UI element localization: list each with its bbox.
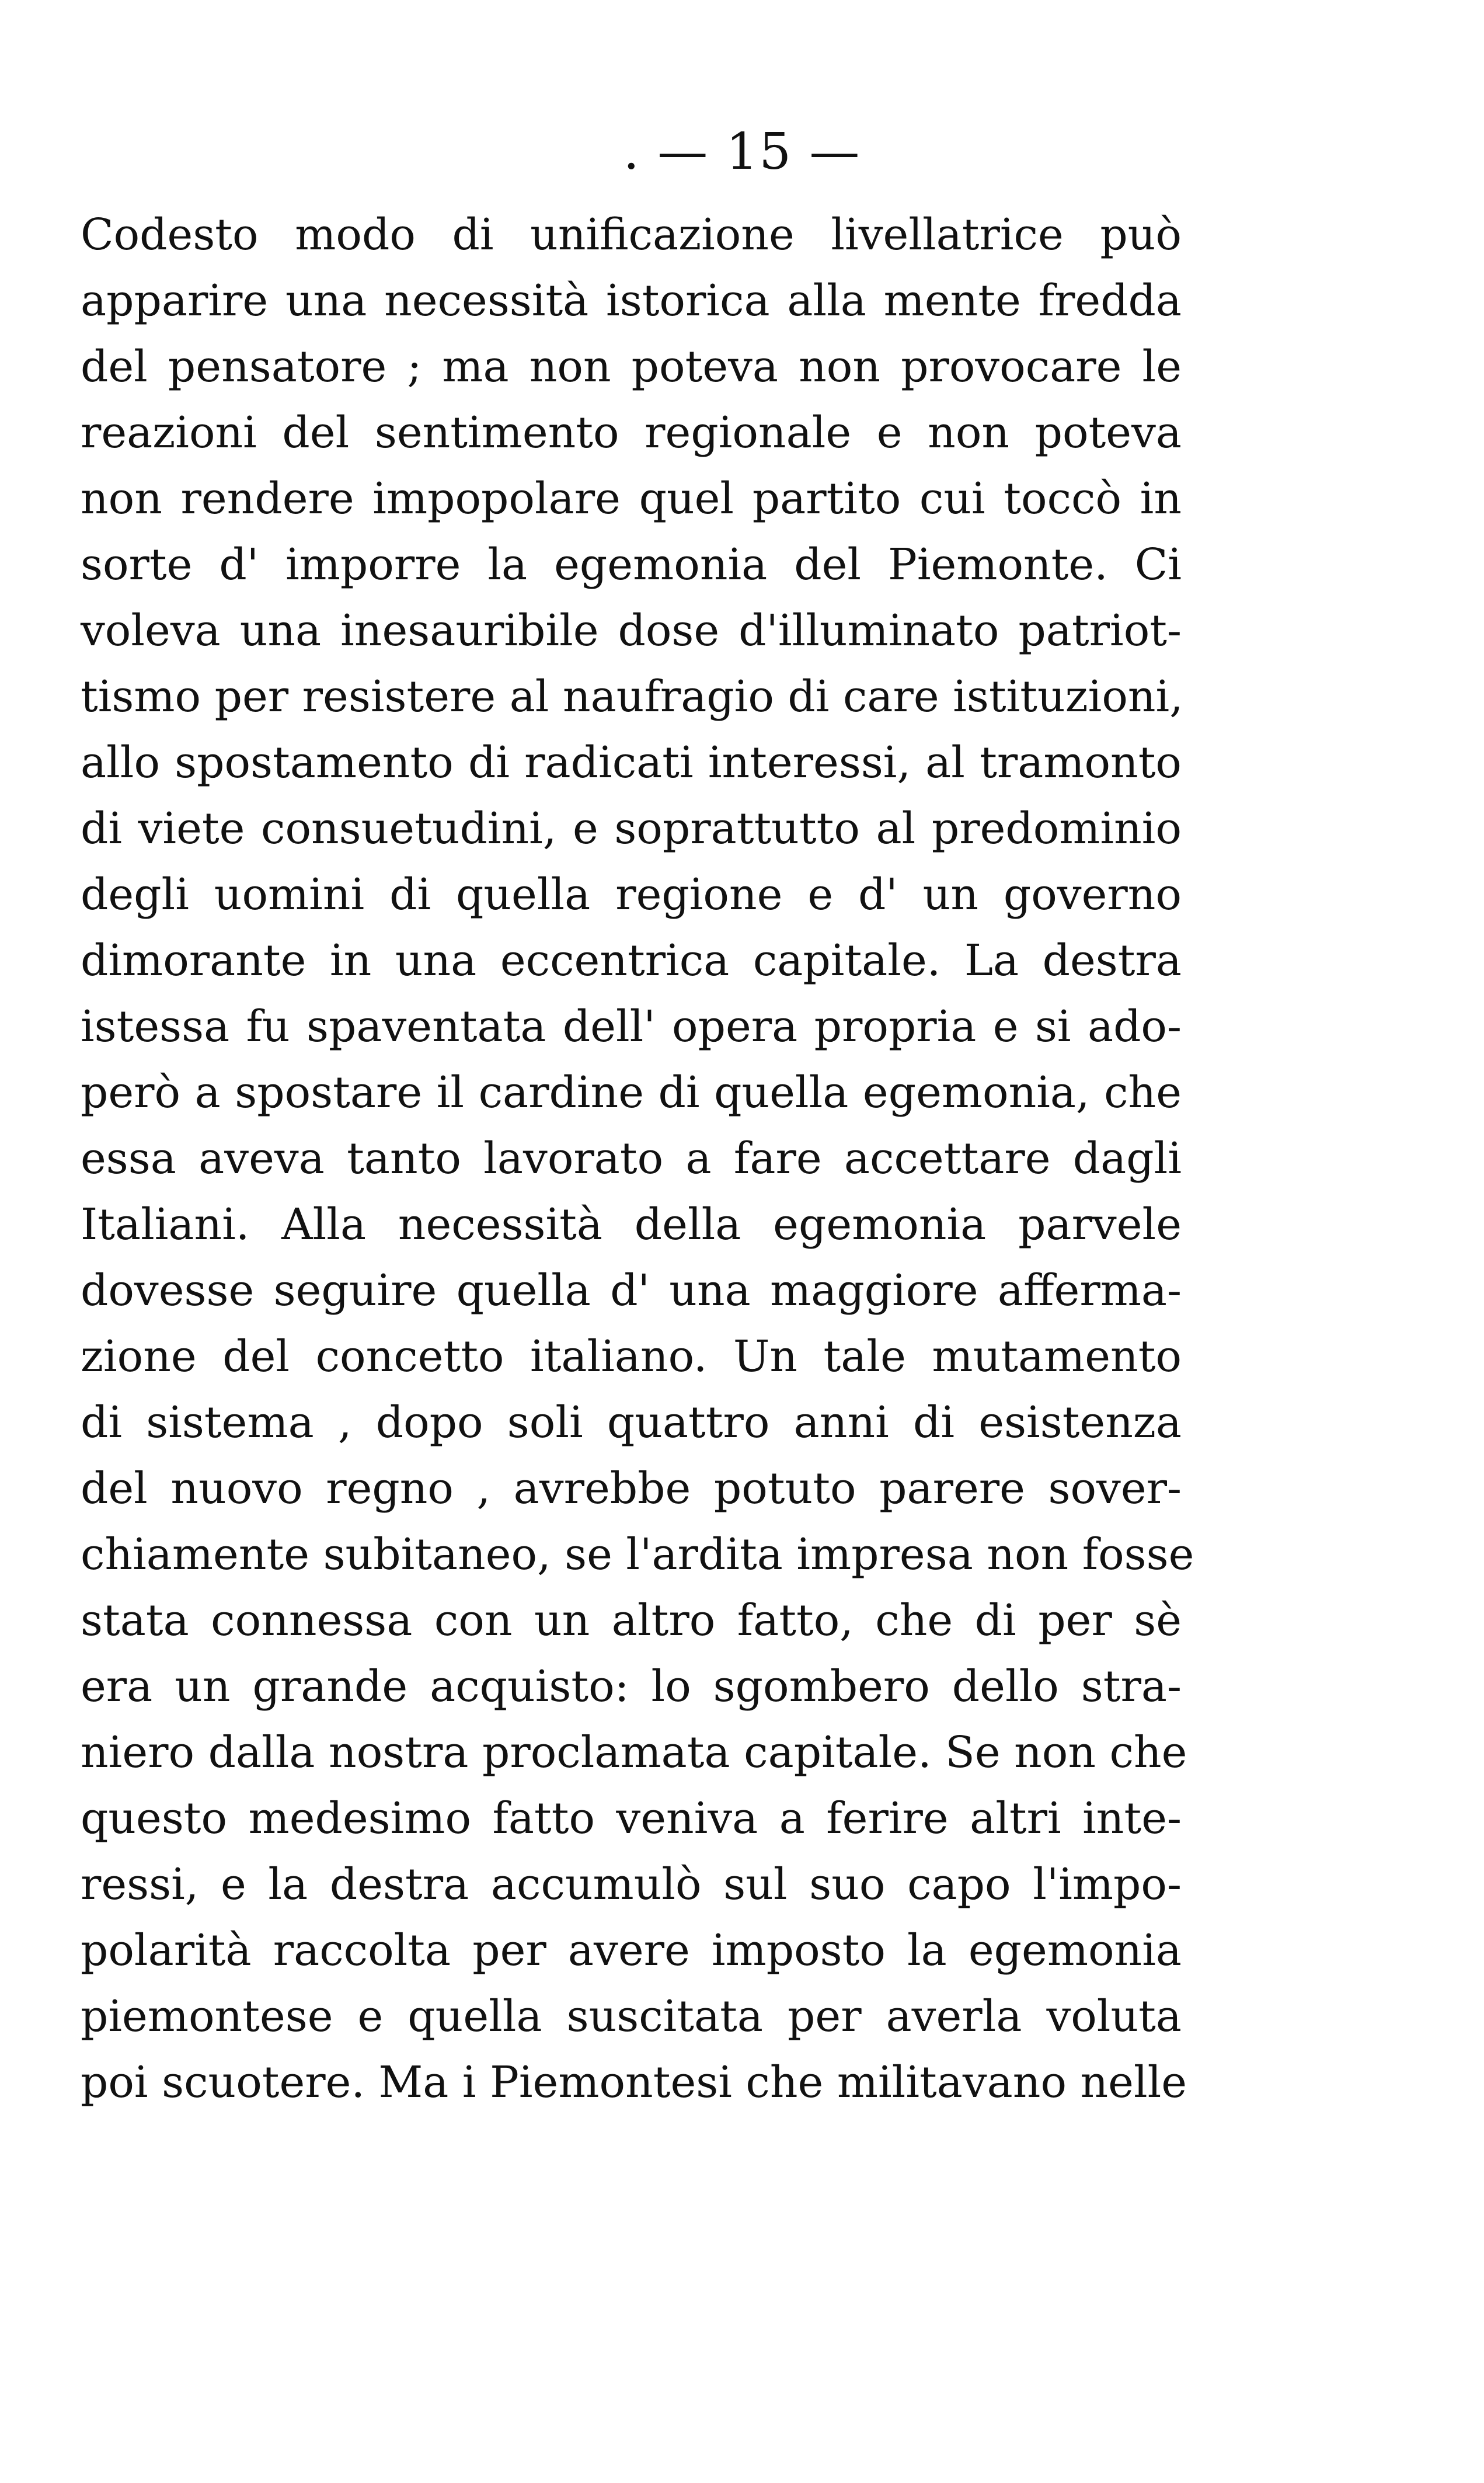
text-line: sorte d' imporre la egemonia del Piemonte. Ci [81,540,1182,590]
text-line: del pensatore ; ma non poteva non provocare le [81,342,1182,392]
text-line: però a spostare il cardine di quella egemonia, che [81,1067,1182,1118]
text-line: essa aveva tanto lavorato a fare accettare dagli [81,1133,1182,1184]
text-line: Italiani. Alla necessità della egemonia parvele [81,1199,1182,1250]
text-line: niero dalla nostra proclamata capitale. Se non che [81,1727,1187,1778]
text-line: polarità raccolta per avere imposto la egemonia [81,1925,1182,1976]
text-line: di sistema , dopo soli quattro anni di esistenza [81,1397,1182,1448]
text-line: non rendere impopolare quel partito cui toccò in [81,474,1182,524]
text-line: apparire una necessità istorica alla mente fredda [81,276,1182,326]
text-line: degli uomini di quella regione e d' un governo [81,870,1182,920]
text-line: Codesto modo di unificazione livellatrice può [81,210,1182,260]
text-line: ressi, e la destra accumulò sul suo capo l'impo- [81,1859,1182,1910]
text-line: era un grande acquisto: lo sgombero dello stra- [81,1661,1182,1712]
text-line: voleva una inesauribile dose d'illuminato patriot- [81,606,1182,656]
text-line: stata connessa con un altro fatto, che di per sè [81,1595,1182,1646]
text-line: questo medesimo fatto veniva a ferire altri inte- [81,1793,1182,1844]
text-line: di viete consuetudini, e soprattutto al predominio [81,804,1182,854]
text-line: dimorante in una eccentrica capitale. La destra [81,936,1182,986]
text-line: zione del concetto italiano. Un tale mutamento [81,1331,1182,1382]
text-line: poi scuotere. Ma i Piemontesi che militavano nelle [81,2057,1187,2108]
text-line: chiamente subitaneo, se l'ardita impresa non fosse [81,1529,1194,1580]
text-line: reazioni del sentimento regionale e non poteva [81,408,1182,458]
text-line: dovesse seguire quella d' una maggiore afferma- [81,1265,1182,1316]
text-line: del nuovo regno , avrebbe potuto parere sover- [81,1463,1182,1514]
page-number: . — 15 — [623,123,861,181]
text-line: istessa fu spaventata dell' opera propria e si ado- [81,1001,1182,1052]
text-line: piemontese e quella suscitata per averla voluta [81,1991,1182,2042]
text-line: tismo per resistere al naufragio di care istituzioni, [81,672,1183,722]
body-text [81,202,1194,2116]
text-line: allo spostamento di radicati interessi, al tramonto [81,738,1182,788]
